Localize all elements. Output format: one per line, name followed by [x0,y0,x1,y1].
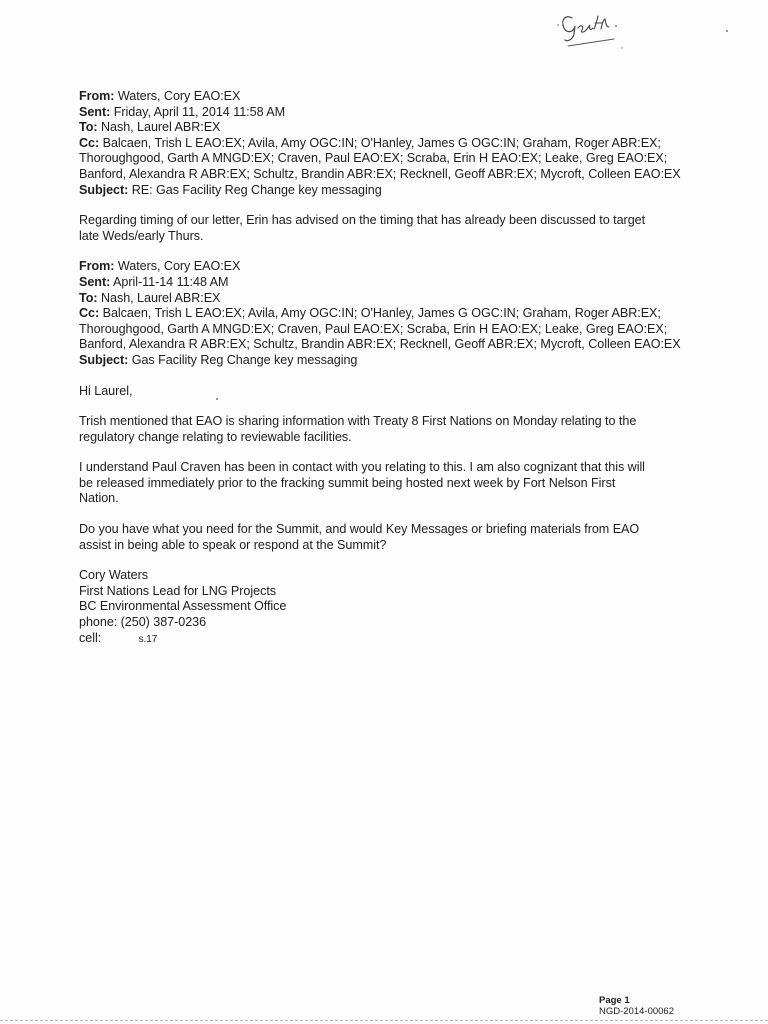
paragraph-line: Do you have what you need for the Summit, and would Key Messages or briefing materials from EAO [79,522,640,537]
signature-cell-row [79,631,719,648]
handwritten-initials [556,6,628,54]
cell-label: cell: [79,630,102,645]
to-value: Nash, Laurel ABR:EX [100,120,221,135]
subject-label: Subject: [79,182,129,197]
cc-value-line: Banford, Alexandra R ABR:EX; Schultz, Brandin ABR:EX; Recknell, Geoff ABR:EX; Mycroft, Colleen EAO:EX [79,337,681,352]
original-from-row [79,259,719,275]
to-value: Nash, Laurel ABR:EX [100,290,221,305]
cc-value-line: Balcaen, Trish L EAO:EX; Avila, Amy OGC:IN; O'Hanley, James G OGC:IN; Graham, Roger ABR:EX; [102,135,661,150]
original-to-row [79,291,719,307]
original-cc-row-continued [79,337,719,353]
to-label: To: [79,290,98,305]
signature-title: First Nations Lead for LNG Projects [79,583,277,598]
cc-label: Cc: [79,135,100,150]
from-label: From: [79,89,115,103]
subject-label: Subject: [79,352,129,367]
paragraph-line: be released immediately prior to the fracking summit being hosted next week by Fort Nelson First [79,475,616,490]
paragraph-line: assist in being able to speak or respond at the Summit? [79,537,387,552]
page-bottom-divider [0,1020,768,1022]
cc-label: Cc: [79,306,100,321]
sent-value: April-11-14 11:48 AM [113,274,229,289]
cc-value-line: Thoroughgood, Garth A MNGD:EX; Craven, Paul EAO:EX; Scraba, Erin H EAO:EX; Leake, Greg EAO:EX; [79,151,668,166]
sent-label: Sent: [79,104,111,119]
scan-speck [216,398,218,400]
paragraph-line: Nation. [79,491,119,506]
to-label: To: [79,120,98,135]
signature-block [79,568,719,647]
original-cc-row-continued [79,322,719,338]
reply-cc-row-continued [79,151,719,167]
subject-value: Gas Facility Reg Change key messaging [131,352,358,367]
original-cc-row [79,306,719,322]
reply-cc-row [79,136,719,152]
sent-value: Friday, April 11, 2014 11:58 AM [113,104,286,119]
redaction-code: s.17 [138,633,158,645]
from-value: Waters, Cory EAO:EX [117,259,241,274]
signature-office: BC Environmental Assessment Office [79,599,287,614]
original-sent-row [79,275,719,291]
greeting: Hi Laurel, [79,383,133,398]
paragraph-line: regulatory change relating to reviewable facilities. [79,429,352,444]
cc-value-line: Thoroughgood, Garth A MNGD:EX; Craven, Paul EAO:EX; Scraba, Erin H EAO:EX; Leake, Greg EAO:EX; [79,321,668,336]
from-value: Waters, Cory EAO:EX [117,89,241,103]
original-subject-row [79,353,719,369]
cc-value-line: Banford, Alexandra R ABR:EX; Schultz, Brandin ABR:EX; Recknell, Geoff ABR:EX; Mycroft, Colleen EAO:EX [79,166,681,181]
reply-to-row [79,120,719,136]
document-id: NGD-2014-00062 [599,1006,674,1017]
signature-name: Cory Waters [79,568,148,583]
reply-subject-row [79,183,719,199]
page-number: Page 1 [599,995,630,1006]
subject-value: RE: Gas Facility Reg Change key messaging [131,182,382,197]
email-body [79,89,719,647]
signature-phone: phone: (250) 387-0236 [79,615,207,630]
reply-sent-row [79,105,719,121]
scan-speck [726,30,728,32]
page-footer [599,995,674,1017]
paragraph-line: I understand Paul Craven has been in contact with you relating to this. I am also cognizant that this will [79,460,645,475]
from-label: From: [79,259,115,274]
reply-body-line: Regarding timing of our letter, Erin has advised on the timing that has already been discussed to target [79,213,646,228]
reply-cc-row-continued [79,167,719,183]
original-email [79,259,719,647]
reply-from-row [79,89,719,105]
reply-body-line: late Weds/early Thurs. [79,228,204,243]
cc-value-line: Balcaen, Trish L EAO:EX; Avila, Amy OGC:IN; O'Hanley, James G OGC:IN; Graham, Roger ABR:EX; [102,306,661,321]
reply-email [79,89,719,244]
paragraph-line: Trish mentioned that EAO is sharing information with Treaty 8 First Nations on Monday relating to the [79,414,637,429]
sent-label: Sent: [79,274,111,289]
